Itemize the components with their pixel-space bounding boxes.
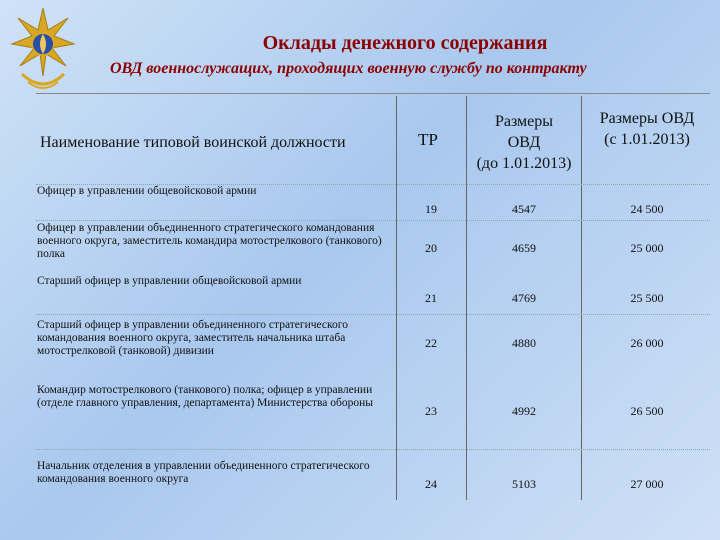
header-position-name: Наименование типовой воинской должности <box>40 134 346 151</box>
table-row-position: Начальник отделения в управлении объединенного стратегического командования военного округа <box>37 460 370 485</box>
row-divider <box>36 449 710 450</box>
page-subtitle: ОВД военнослужащих, проходящих военную службу по контракту <box>110 60 587 77</box>
header-new-salary <box>584 108 710 150</box>
column-divider <box>581 96 582 500</box>
header-old-line: ОВД <box>507 134 541 151</box>
header-old-line: (до 1.01.2013) <box>476 155 572 172</box>
table-row-new: 26 000 <box>630 336 664 350</box>
table-row-tr: 24 <box>425 477 437 491</box>
header-tr: ТР <box>418 130 438 149</box>
table-row-tr: 23 <box>425 404 437 418</box>
salary-table <box>36 96 710 500</box>
table-row-old: 4659 <box>512 241 536 255</box>
table-row-new: 25 000 <box>630 241 664 255</box>
row-divider <box>36 220 710 221</box>
emblem-icon <box>8 4 78 100</box>
table-row-tr: 19 <box>425 202 437 216</box>
table-row-position: Старший офицер в управлении объединенного стратегического командования военного округа, заместитель начальника штаба мотострелковой (танковой) дивизии <box>37 319 348 357</box>
column-divider <box>396 96 397 500</box>
header-old-line: Размеры <box>494 113 554 130</box>
table-row-position: Офицер в управлении объединенного стратегического командования военного округа, заместитель командира мотострелкового (танкового) полка <box>37 222 382 260</box>
table-row-old: 4769 <box>512 291 536 305</box>
page-title: Оклады денежного содержания <box>262 32 548 54</box>
table-row-position: Командир мотострелкового (танкового) полка; офицер в управлении (отделе главного управления, департамента) Министерства обороны <box>37 384 373 409</box>
table-row-new: 24 500 <box>630 202 664 216</box>
column-divider <box>466 96 467 500</box>
table-row-old: 4547 <box>512 202 536 216</box>
table-row-tr: 21 <box>425 291 437 305</box>
table-row-position: Офицер в управлении общевойсковой армии <box>37 185 257 197</box>
table-row-position: Старший офицер в управлении общевойсковой армии <box>37 275 302 287</box>
table-row-old: 4880 <box>512 336 536 350</box>
header-divider <box>36 93 710 94</box>
table-row-new: 27 000 <box>630 477 664 491</box>
header-new-line: Размеры ОВД <box>599 110 695 127</box>
table-row-tr: 22 <box>425 336 437 350</box>
table-row-old: 4992 <box>512 404 536 418</box>
table-row-tr: 20 <box>425 241 437 255</box>
emblem <box>8 4 78 100</box>
table-row-new: 25 500 <box>630 291 664 305</box>
header-new-line: (с 1.01.2013) <box>604 131 690 148</box>
row-divider <box>36 314 710 315</box>
header-old-salary <box>469 111 579 174</box>
table-row-new: 26 500 <box>630 404 664 418</box>
table-row-old: 5103 <box>512 477 536 491</box>
